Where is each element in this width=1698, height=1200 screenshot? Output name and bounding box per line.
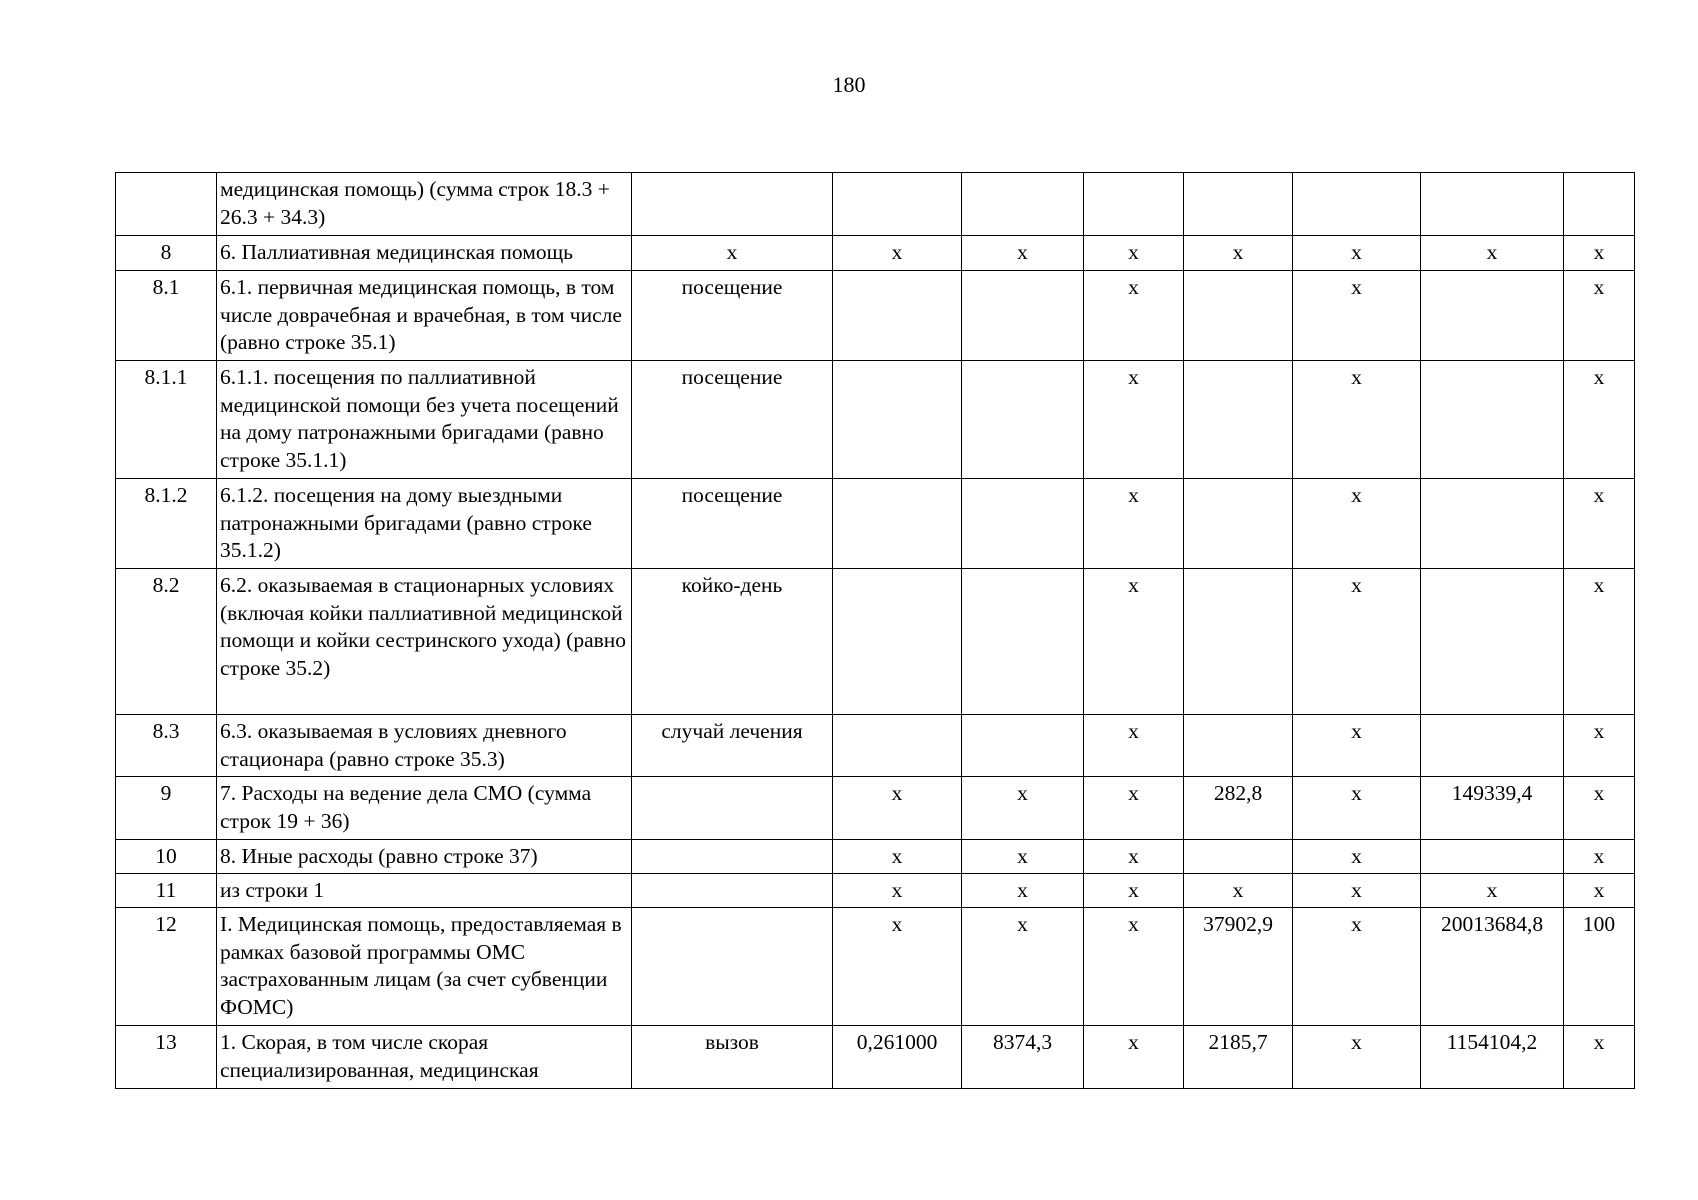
row-name-cell: 6.1. первичная медицинская помощь, в том числе доврачебная и врачебная, в том числе (равно строке 35.1) — [217, 271, 632, 361]
value-cell-6: 149339,4 — [1421, 777, 1564, 840]
row-number-cell: 8 — [116, 236, 217, 271]
value-cell-1: х — [833, 840, 962, 874]
row-number-cell: 8.1 — [116, 271, 217, 361]
value-cell-3: х — [1084, 874, 1184, 908]
value-cell-6 — [1421, 173, 1564, 236]
row-name-cell: 6.1.2. посещения на дому выездными патронажными бригадами (равно строке 35.1.2) — [217, 479, 632, 569]
value-cell-5: х — [1293, 479, 1421, 569]
value-cell-6 — [1421, 271, 1564, 361]
table-row — [116, 1026, 1635, 1089]
row-number-cell: 8.1.1 — [116, 361, 217, 479]
row-number-cell — [116, 173, 217, 236]
value-cell-7: х — [1564, 715, 1635, 777]
table-row — [116, 840, 1635, 874]
value-cell-6 — [1421, 479, 1564, 569]
value-cell-2: х — [962, 777, 1084, 840]
value-cell-2: х — [962, 874, 1084, 908]
value-cell-4 — [1184, 840, 1293, 874]
value-cell-1: х — [833, 908, 962, 1026]
value-cell-1: х — [833, 874, 962, 908]
value-cell-4 — [1184, 361, 1293, 479]
value-cell-2 — [962, 271, 1084, 361]
value-cell-3: х — [1084, 1026, 1184, 1089]
row-name-cell: 6.3. оказываемая в условиях дневного стационара (равно строке 35.3) — [217, 715, 632, 777]
value-cell-5: х — [1293, 777, 1421, 840]
value-cell-4: 282,8 — [1184, 777, 1293, 840]
value-cell-7: х — [1564, 777, 1635, 840]
value-cell-6 — [1421, 569, 1564, 715]
unit-cell: посещение — [632, 479, 833, 569]
value-cell-4 — [1184, 271, 1293, 361]
value-cell-4: х — [1184, 236, 1293, 271]
value-cell-6 — [1421, 361, 1564, 479]
row-number-cell: 13 — [116, 1026, 217, 1089]
value-cell-5: х — [1293, 1026, 1421, 1089]
row-number-cell: 11 — [116, 874, 217, 908]
value-cell-3: х — [1084, 271, 1184, 361]
value-cell-2 — [962, 569, 1084, 715]
row-name-cell: 6.2. оказываемая в стационарных условиях (включая койки паллиативной медицинской помощи и койки сестринского ухода) (равно строке 35.2) — [217, 569, 632, 715]
value-cell-5: х — [1293, 271, 1421, 361]
value-cell-3: х — [1084, 777, 1184, 840]
value-cell-4 — [1184, 173, 1293, 236]
value-cell-7: х — [1564, 874, 1635, 908]
value-cell-1 — [833, 271, 962, 361]
unit-cell: х — [632, 236, 833, 271]
value-cell-4: 2185,7 — [1184, 1026, 1293, 1089]
value-cell-3: х — [1084, 236, 1184, 271]
value-cell-3: х — [1084, 840, 1184, 874]
value-cell-2 — [962, 361, 1084, 479]
table-row — [116, 236, 1635, 271]
value-cell-2: х — [962, 840, 1084, 874]
table-row — [116, 479, 1635, 569]
unit-cell: койко-день — [632, 569, 833, 715]
value-cell-1 — [833, 173, 962, 236]
value-cell-1 — [833, 361, 962, 479]
value-cell-2 — [962, 479, 1084, 569]
value-cell-7: 100 — [1564, 908, 1635, 1026]
table-row — [116, 569, 1635, 715]
value-cell-1 — [833, 479, 962, 569]
table-row — [116, 777, 1635, 840]
value-cell-7: х — [1564, 236, 1635, 271]
page-number: 180 — [832, 72, 866, 97]
value-cell-1: х — [833, 777, 962, 840]
unit-cell — [632, 908, 833, 1026]
value-cell-2: 8374,3 — [962, 1026, 1084, 1089]
value-cell-3: х — [1084, 715, 1184, 777]
row-name-cell: 6. Паллиативная медицинская помощь — [217, 236, 632, 271]
row-name-cell: 8. Иные расходы (равно строке 37) — [217, 840, 632, 874]
value-cell-5: х — [1293, 874, 1421, 908]
table-row — [116, 173, 1635, 236]
value-cell-4 — [1184, 479, 1293, 569]
value-cell-3: х — [1084, 908, 1184, 1026]
value-cell-5: х — [1293, 715, 1421, 777]
value-cell-7: х — [1564, 1026, 1635, 1089]
value-cell-7: х — [1564, 569, 1635, 715]
value-cell-1 — [833, 569, 962, 715]
value-cell-3: х — [1084, 479, 1184, 569]
value-cell-1: 0,261000 — [833, 1026, 962, 1089]
value-cell-5: х — [1293, 908, 1421, 1026]
unit-cell: вызов — [632, 1026, 833, 1089]
unit-cell — [632, 173, 833, 236]
value-cell-2 — [962, 173, 1084, 236]
row-name-cell: из строки 1 — [217, 874, 632, 908]
unit-cell: случай лечения — [632, 715, 833, 777]
value-cell-5: х — [1293, 569, 1421, 715]
value-cell-1 — [833, 715, 962, 777]
value-cell-7: х — [1564, 271, 1635, 361]
row-number-cell: 9 — [116, 777, 217, 840]
row-number-cell: 10 — [116, 840, 217, 874]
row-number-cell: 8.2 — [116, 569, 217, 715]
row-number-cell: 8.1.2 — [116, 479, 217, 569]
unit-cell: посещение — [632, 271, 833, 361]
value-cell-7: х — [1564, 361, 1635, 479]
row-name-cell: 1. Скорая, в том числе скорая специализированная, медицинская — [217, 1026, 632, 1089]
value-cell-4: 37902,9 — [1184, 908, 1293, 1026]
table-row — [116, 874, 1635, 908]
value-cell-6: 1154104,2 — [1421, 1026, 1564, 1089]
value-cell-2 — [962, 715, 1084, 777]
row-name-cell: 7. Расходы на ведение дела СМО (сумма строк 19 + 36) — [217, 777, 632, 840]
value-cell-5 — [1293, 173, 1421, 236]
value-cell-4 — [1184, 715, 1293, 777]
value-cell-7: х — [1564, 479, 1635, 569]
value-cell-3: х — [1084, 569, 1184, 715]
table-row — [116, 908, 1635, 1026]
value-cell-3: х — [1084, 361, 1184, 479]
value-cell-4 — [1184, 569, 1293, 715]
row-name-cell: I. Медицинская помощь, предоставляемая в рамках базовой программы ОМС застрахованным лицам (за счет субвенции ФОМС) — [217, 908, 632, 1026]
data-table — [115, 172, 1635, 1089]
value-cell-6 — [1421, 715, 1564, 777]
value-cell-6: 20013684,8 — [1421, 908, 1564, 1026]
value-cell-3 — [1084, 173, 1184, 236]
value-cell-5: х — [1293, 840, 1421, 874]
value-cell-5: х — [1293, 236, 1421, 271]
value-cell-6: х — [1421, 874, 1564, 908]
table-row — [116, 715, 1635, 777]
value-cell-5: х — [1293, 361, 1421, 479]
value-cell-7 — [1564, 173, 1635, 236]
unit-cell: посещение — [632, 361, 833, 479]
row-name-cell: медицинская помощь) (сумма строк 18.3 + 26.3 + 34.3) — [217, 173, 632, 236]
value-cell-7: х — [1564, 840, 1635, 874]
value-cell-6: х — [1421, 236, 1564, 271]
unit-cell — [632, 777, 833, 840]
value-cell-2: х — [962, 908, 1084, 1026]
table-row — [116, 271, 1635, 361]
row-number-cell: 12 — [116, 908, 217, 1026]
value-cell-6 — [1421, 840, 1564, 874]
unit-cell — [632, 874, 833, 908]
value-cell-1: х — [833, 236, 962, 271]
value-cell-2: х — [962, 236, 1084, 271]
row-number-cell: 8.3 — [116, 715, 217, 777]
value-cell-4: х — [1184, 874, 1293, 908]
row-name-cell: 6.1.1. посещения по паллиативной медицинской помощи без учета посещений на дому патронажными бригадами (равно строке 35.1.1) — [217, 361, 632, 479]
table-row — [116, 361, 1635, 479]
unit-cell — [632, 840, 833, 874]
